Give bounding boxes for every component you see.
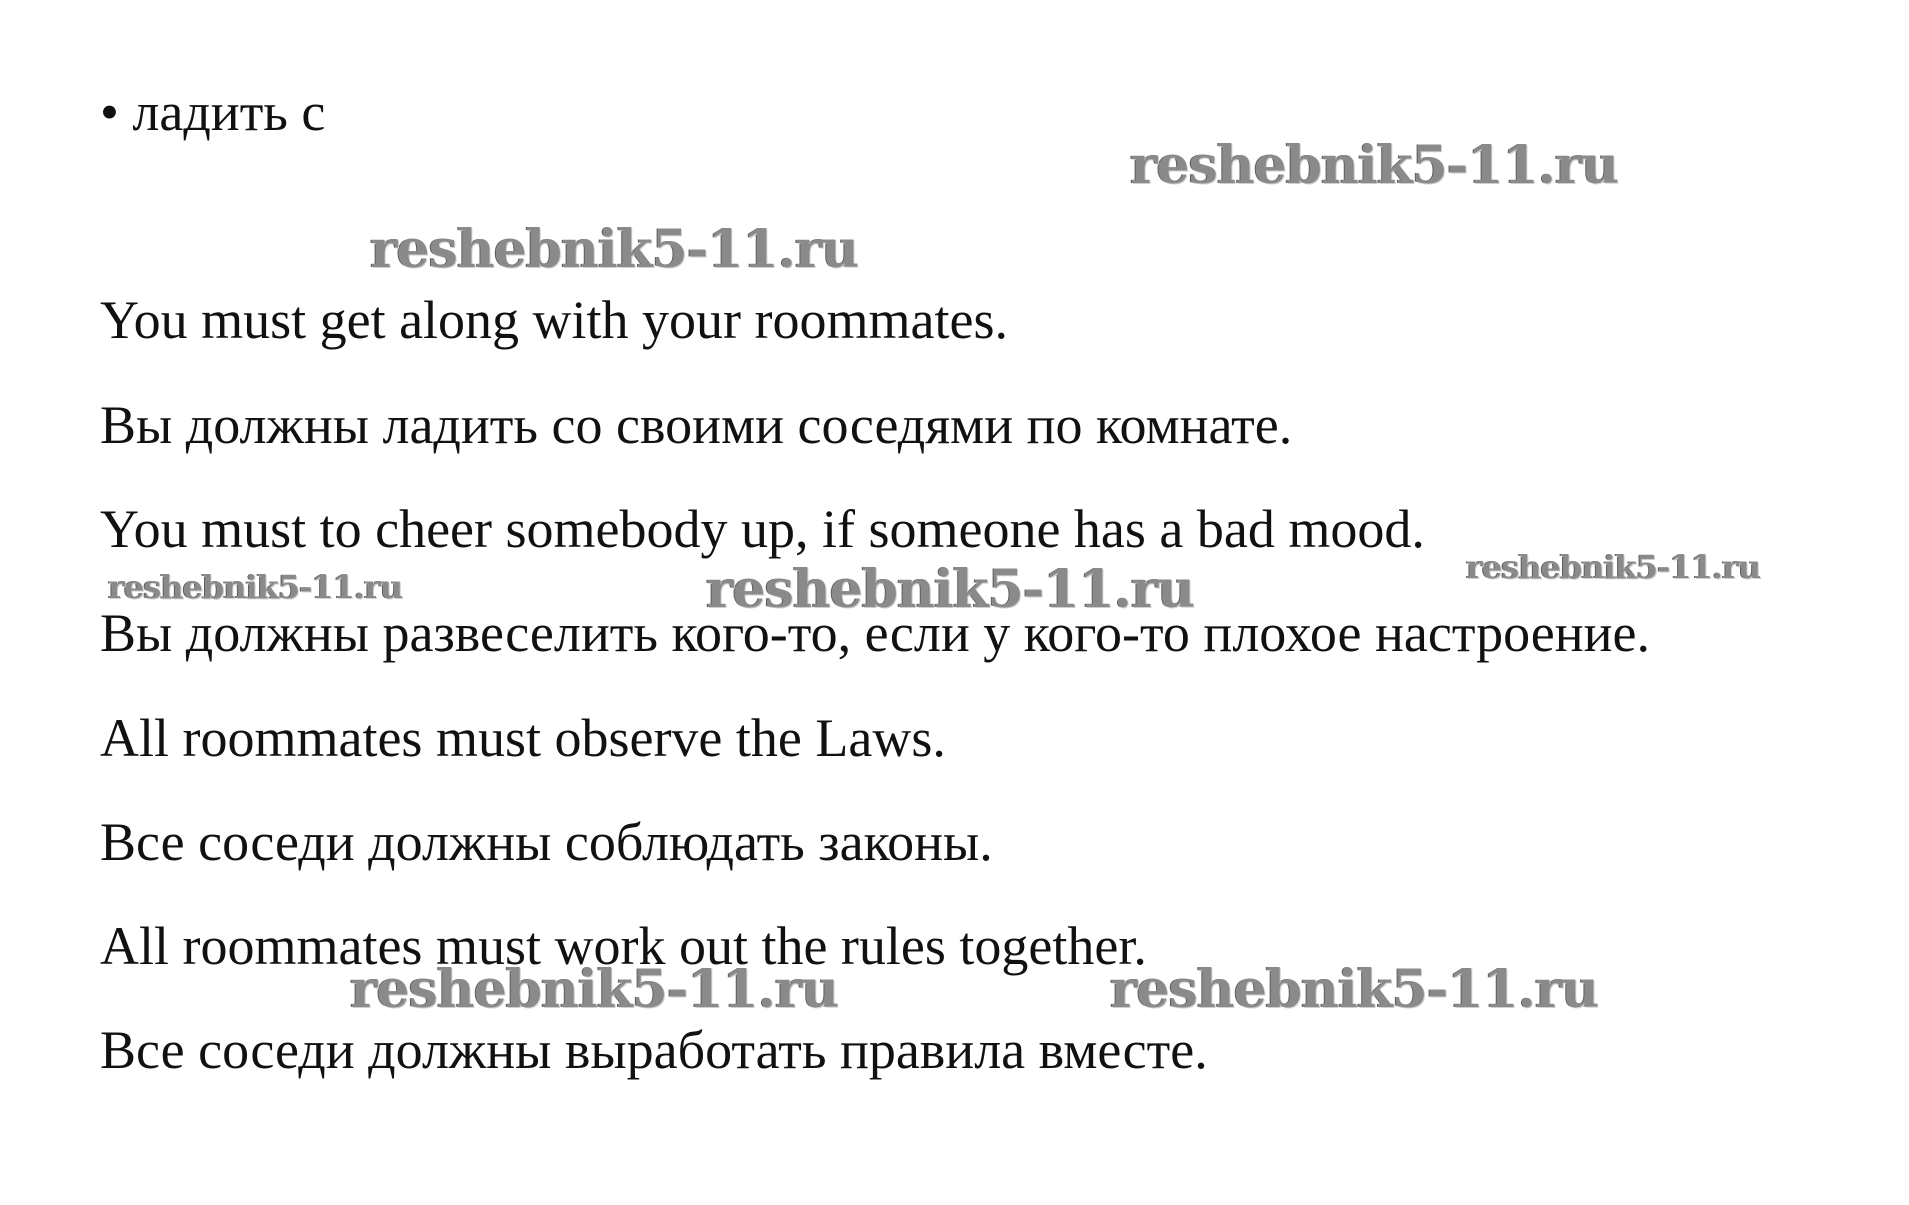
watermark: reshebnik5-11.ru <box>1130 135 1619 196</box>
vocabulary-bullet-item: • ладить с <box>100 82 326 142</box>
watermark: reshebnik5-11.ru <box>370 219 859 280</box>
example-sentence-russian-3: Все соседи должны соблюдать законы. <box>100 812 993 872</box>
watermark: reshebnik5-11.ru <box>350 959 839 1020</box>
watermark: reshebnik5-11.ru <box>1466 548 1761 586</box>
watermark: reshebnik5-11.ru <box>706 559 1195 620</box>
example-sentence-english-4: All roommates must work out the rules together. <box>100 916 1147 976</box>
watermark: reshebnik5-11.ru <box>1110 959 1599 1020</box>
example-sentence-russian-4: Все соседи должны выработать правила вместе. <box>100 1020 1208 1080</box>
example-sentence-english-1: You must get along with your roommates. <box>100 290 1008 350</box>
example-sentence-russian-2: Вы должны развеселить кого-то, если у кого-то плохое настроение. <box>100 603 1650 663</box>
example-sentence-english-2: You must to cheer somebody up, if someone has a bad mood. <box>100 499 1425 559</box>
example-sentence-english-3: All roommates must observe the Laws. <box>100 708 946 768</box>
watermark: reshebnik5-11.ru <box>108 568 403 606</box>
example-sentence-russian-1: Вы должны ладить со своими соседями по комнате. <box>100 395 1293 455</box>
